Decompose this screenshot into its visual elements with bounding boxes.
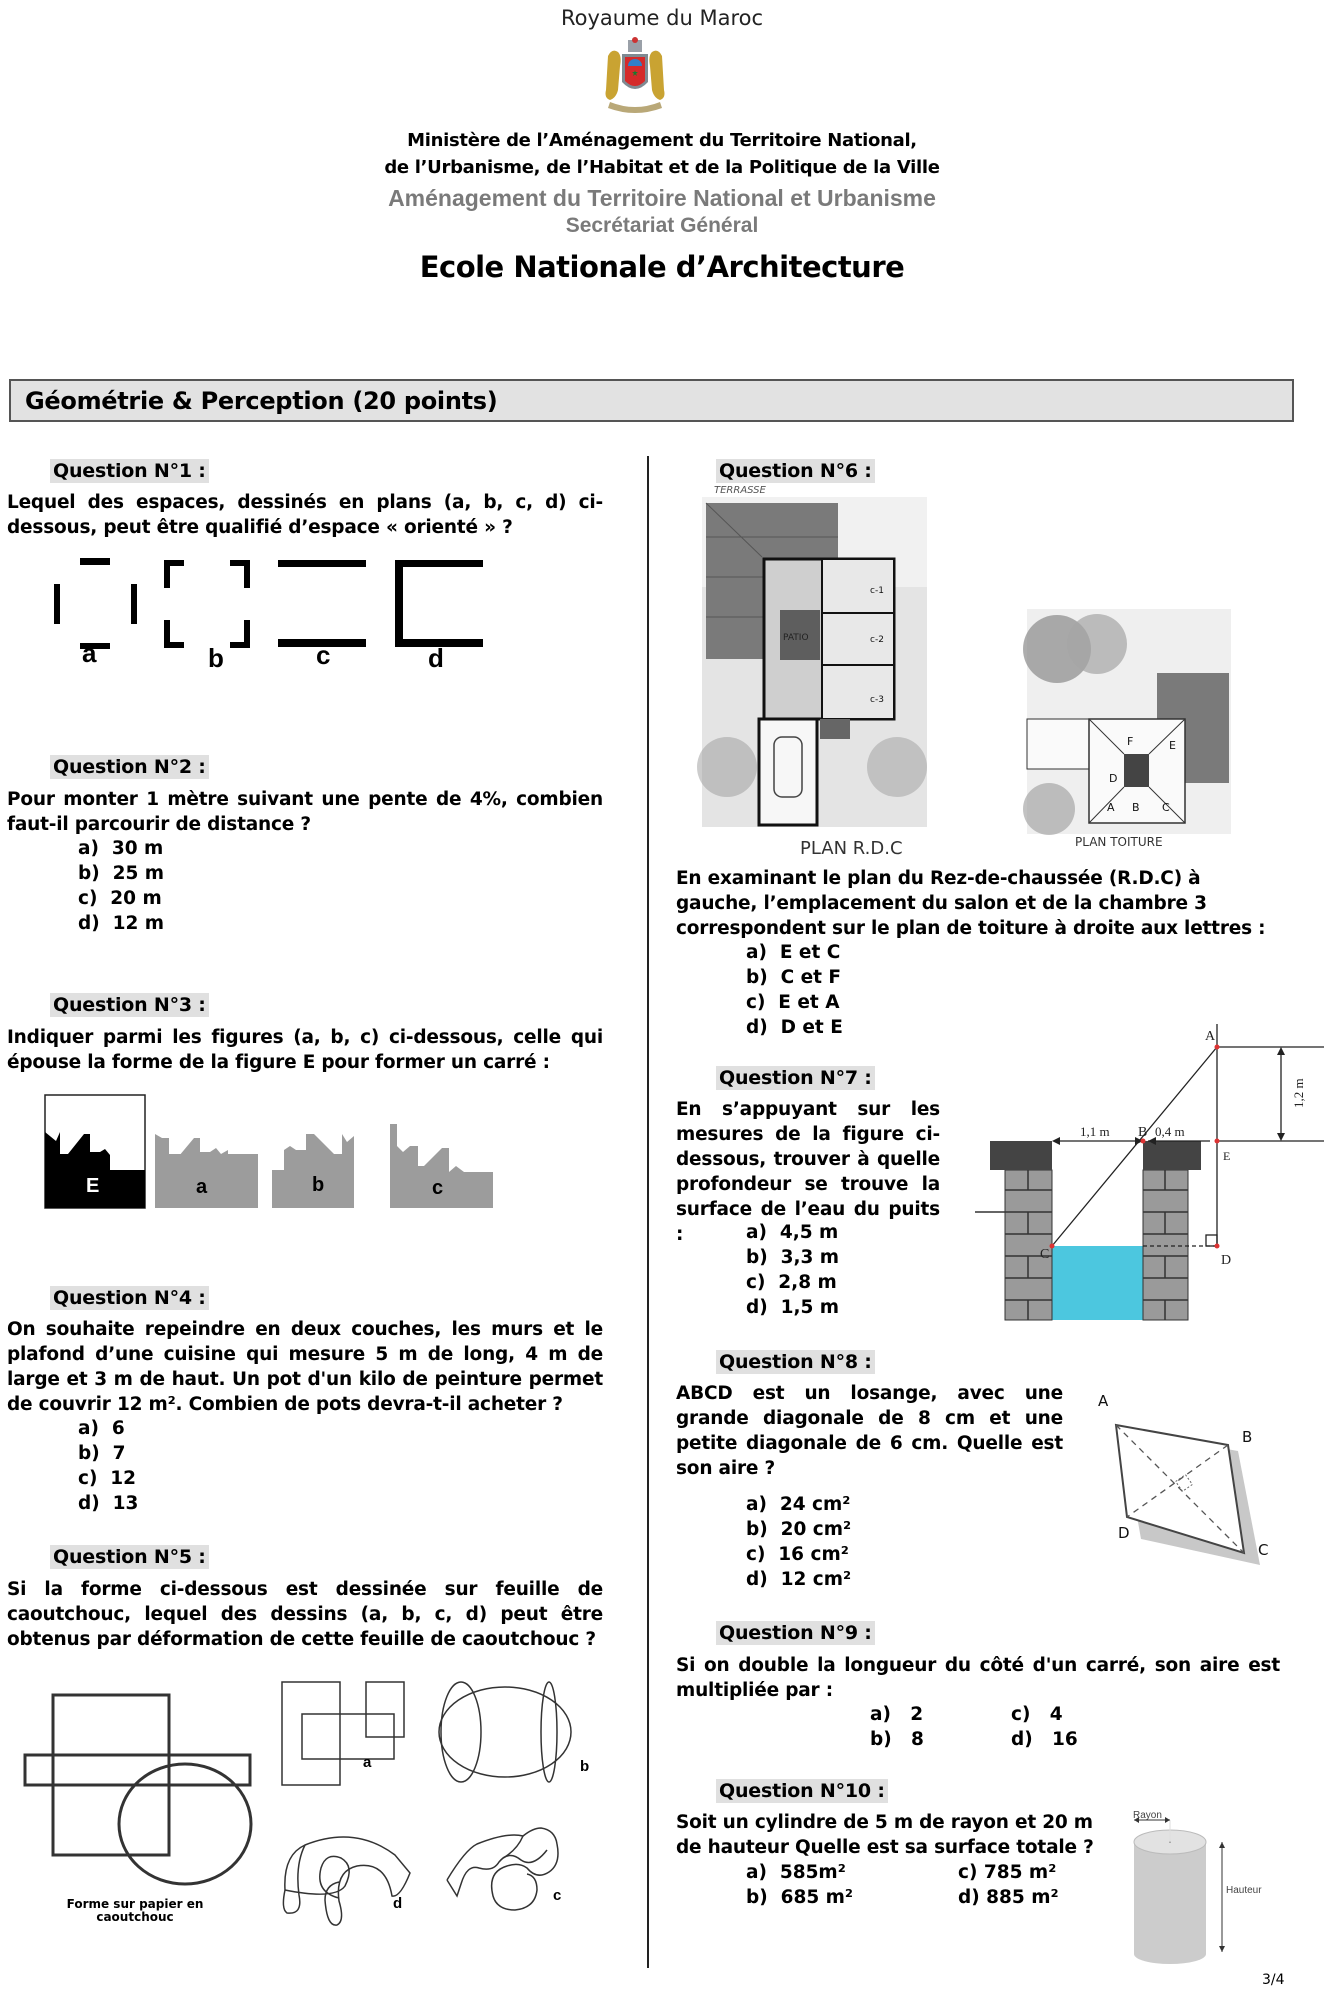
svg-text:E: E — [1223, 1149, 1231, 1163]
question-9-options-left — [870, 1702, 924, 1752]
column-divider — [647, 456, 649, 1968]
question-2-options — [78, 836, 164, 936]
svg-text:E: E — [1169, 739, 1176, 752]
question-9-option-c[interactable]: c) 4 — [1011, 1704, 1063, 1725]
question-3-label-b: b — [312, 1174, 325, 1196]
svg-text:D: D — [1109, 772, 1118, 785]
question-5-text: Si la forme ci-dessous est dessinée sur feuille de caoutchouc, lequel des dessins (a, b, c, d) peut être obtenus par déformation de cette feuille de caoutchouc ? — [7, 1579, 603, 1650]
page-number: 3/4 — [1262, 1972, 1285, 1988]
question-4-option-a[interactable]: a) 6 — [78, 1418, 125, 1439]
question-7-option-b[interactable]: b) 3,3 m — [746, 1247, 840, 1268]
secretariat-title: Secrétariat Général — [565, 214, 759, 237]
question-6-options — [746, 940, 843, 1040]
cylinder-height-label: Hauteur — [1226, 1885, 1262, 1896]
question-8-option-d[interactable]: d) 12 cm² — [746, 1569, 852, 1590]
section-title: Géométrie & Perception (20 points) — [25, 387, 498, 415]
question-10-label: Question N°10 : — [716, 1779, 888, 1803]
question-1-figure — [50, 556, 490, 676]
question-2-option-c[interactable]: c) 20 m — [78, 888, 162, 909]
coat-of-arms-icon — [602, 36, 668, 116]
question-1-label: Question N°1 : — [50, 459, 209, 483]
question-5-figure-caption: Forme sur papier en caoutchouc — [66, 1897, 204, 1924]
question-9-text: Si on double la longueur du côté d'un carré, son aire est multipliée par : — [676, 1655, 1280, 1701]
question-4-option-b[interactable]: b) 7 — [78, 1443, 126, 1464]
svg-text:C: C — [1258, 1541, 1269, 1559]
section-header — [9, 379, 1294, 422]
question-8-rhombus-figure — [1090, 1385, 1280, 1565]
terrasse-label: TERRASSE — [714, 485, 766, 496]
question-10-option-d[interactable]: d) 885 m² — [958, 1887, 1059, 1908]
question-7-option-a[interactable]: a) 4,5 m — [746, 1222, 839, 1243]
question-6-option-b[interactable]: b) C et F — [746, 967, 842, 988]
question-5-label-c: c — [553, 1887, 562, 1904]
question-10-options-right — [958, 1860, 1059, 1910]
department-title: Aménagement du Territoire National et Urbanisme — [388, 185, 936, 211]
question-1-label-a: a — [82, 638, 97, 668]
svg-text:1,2 m: 1,2 m — [1291, 1078, 1306, 1108]
svg-text:A: A — [1205, 1029, 1216, 1044]
plan-rdc-label: PLAN R.D.C — [800, 838, 903, 859]
ministry-line-2: de l’Urbanisme, de l’Habitat et de la Politique de la Ville — [384, 157, 940, 178]
question-3-figure — [44, 1094, 494, 1210]
question-9-label: Question N°9 : — [716, 1621, 875, 1645]
question-1-text: Lequel des espaces, dessinés en plans (a, b, c, d) ci-dessous, peut être qualifié d’espace « orienté » ? — [7, 492, 603, 538]
question-4-option-c[interactable]: c) 12 — [78, 1468, 137, 1489]
svg-text:B: B — [1132, 801, 1140, 814]
question-7-option-c[interactable]: c) 2,8 m — [746, 1272, 837, 1293]
question-4-options — [78, 1416, 138, 1516]
question-9-options-right — [1011, 1702, 1078, 1752]
svg-text:A: A — [1107, 801, 1115, 814]
question-7-option-d[interactable]: d) 1,5 m — [746, 1297, 840, 1318]
svg-text:0,4 m: 0,4 m — [1155, 1124, 1185, 1139]
svg-text:C: C — [1162, 801, 1170, 814]
question-3-label: Question N°3 : — [50, 993, 209, 1017]
svg-text:A: A — [1098, 1392, 1109, 1410]
svg-text:D: D — [1221, 1253, 1232, 1268]
question-10-text: Soit un cylindre de 5 m de rayon et 20 m de hauteur Quelle est sa surface totale ? — [676, 1812, 1094, 1858]
question-6-option-a[interactable]: a) E et C — [746, 942, 841, 963]
question-9-option-d[interactable]: d) 16 — [1011, 1729, 1078, 1750]
question-3-label-a: a — [196, 1176, 208, 1198]
question-4-text: On souhaite repeindre en deux couches, les murs et le plafond d’une cuisine qui mesure 5 m de long, 4 m de large et 3 m de haut. Un pot d'un kilo de peinture permet de couvrir 12 m². Combien de pots devra-t-il acheter ? — [7, 1319, 603, 1415]
question-9-option-a[interactable]: a) 2 — [870, 1704, 924, 1725]
question-9-option-b[interactable]: b) 8 — [870, 1729, 924, 1750]
question-2-option-b[interactable]: b) 25 m — [78, 863, 165, 884]
question-2-option-a[interactable]: a) 30 m — [78, 838, 164, 859]
kingdom-title: Royaume du Maroc — [560, 6, 764, 30]
question-4-option-d[interactable]: d) 13 — [78, 1493, 139, 1514]
question-5-option-c-figure — [445, 1828, 575, 1918]
svg-text:F: F — [1127, 735, 1134, 748]
question-2-option-d[interactable]: d) 12 m — [78, 913, 165, 934]
question-3-text: Indiquer parmi les figures (a, b, c) ci-dessous, celle qui épouse la forme de la figure E pour former un carré : — [7, 1027, 603, 1073]
question-5-label: Question N°5 : — [50, 1545, 209, 1569]
question-6-text: En examinant le plan du Rez-de-chaussée (R.D.C) à gauche, l’emplacement du salon et de la chambre 3 correspondent sur le plan de toiture à droite aux lettres : — [676, 868, 1266, 939]
svg-text:c-3: c-3 — [870, 695, 884, 705]
question-7-options — [746, 1220, 839, 1320]
patio-label: PATIO — [783, 633, 809, 643]
school-title: Ecole Nationale d’Architecture — [419, 250, 905, 284]
question-6-option-d[interactable]: d) D et E — [746, 1017, 843, 1038]
question-7-text: En s’appuyant sur les mesures de la figure ci-dessous, trouver à quelle profondeur se trouve la surface de l’eau du puits : — [676, 1099, 940, 1245]
question-6-label: Question N°6 : — [716, 459, 875, 483]
question-5-label-d: d — [393, 1895, 403, 1912]
svg-text:C: C — [1040, 1247, 1050, 1262]
question-10-option-b[interactable]: b) 685 m² — [746, 1887, 854, 1908]
question-10-option-a[interactable]: a) 585m² — [746, 1862, 846, 1883]
question-5-label-a: a — [363, 1754, 372, 1771]
svg-text:1,1 m: 1,1 m — [1080, 1124, 1110, 1139]
question-6-option-c[interactable]: c) E et A — [746, 992, 840, 1013]
question-5-option-b-figure — [437, 1680, 577, 1790]
question-7-label: Question N°7 : — [716, 1066, 875, 1090]
question-5-label-b: b — [580, 1758, 590, 1775]
question-5-option-a-figure — [280, 1680, 410, 1790]
svg-text:B: B — [1138, 1125, 1148, 1140]
cylinder-radius-label: Rayon — [1133, 1810, 1162, 1821]
svg-text:B: B — [1242, 1428, 1253, 1446]
question-3-label-c: c — [432, 1177, 444, 1199]
question-4-label: Question N°4 : — [50, 1286, 209, 1310]
question-1-label-c: c — [316, 640, 331, 670]
question-7-well-figure — [985, 1010, 1324, 1320]
svg-text:c-2: c-2 — [870, 635, 884, 645]
plan-rdc-drawing — [702, 485, 927, 840]
question-8-option-b[interactable]: b) 20 cm² — [746, 1519, 852, 1540]
plan-toiture-drawing — [1027, 609, 1231, 834]
question-8-option-a[interactable]: a) 24 cm² — [746, 1494, 851, 1515]
question-2-label: Question N°2 : — [50, 755, 209, 779]
question-1-label-d: d — [428, 643, 444, 673]
question-2-text: Pour monter 1 mètre suivant une pente de 4%, combien faut-il parcourir de distance ? — [7, 789, 603, 835]
question-8-options — [746, 1492, 851, 1592]
question-8-option-c[interactable]: c) 16 cm² — [746, 1544, 849, 1565]
question-10-option-c[interactable]: c) 785 m² — [958, 1862, 1057, 1883]
svg-text:D: D — [1118, 1524, 1130, 1542]
question-3-label-e: E — [86, 1175, 100, 1197]
question-8-label: Question N°8 : — [716, 1350, 875, 1374]
plan-toiture-label: PLAN TOITURE — [1075, 835, 1163, 849]
question-10-options-left — [746, 1860, 853, 1910]
question-5-circle — [20, 1690, 280, 1920]
question-8-text: ABCD est un losange, avec une grande diagonale de 8 cm et une petite diagonale de 6 cm. Quelle est son aire ? — [676, 1383, 1063, 1479]
question-1-label-b: b — [208, 643, 224, 673]
svg-text:c-1: c-1 — [870, 586, 884, 596]
ministry-line-1: Ministère de l’Aménagement du Territoire National, — [407, 130, 917, 151]
